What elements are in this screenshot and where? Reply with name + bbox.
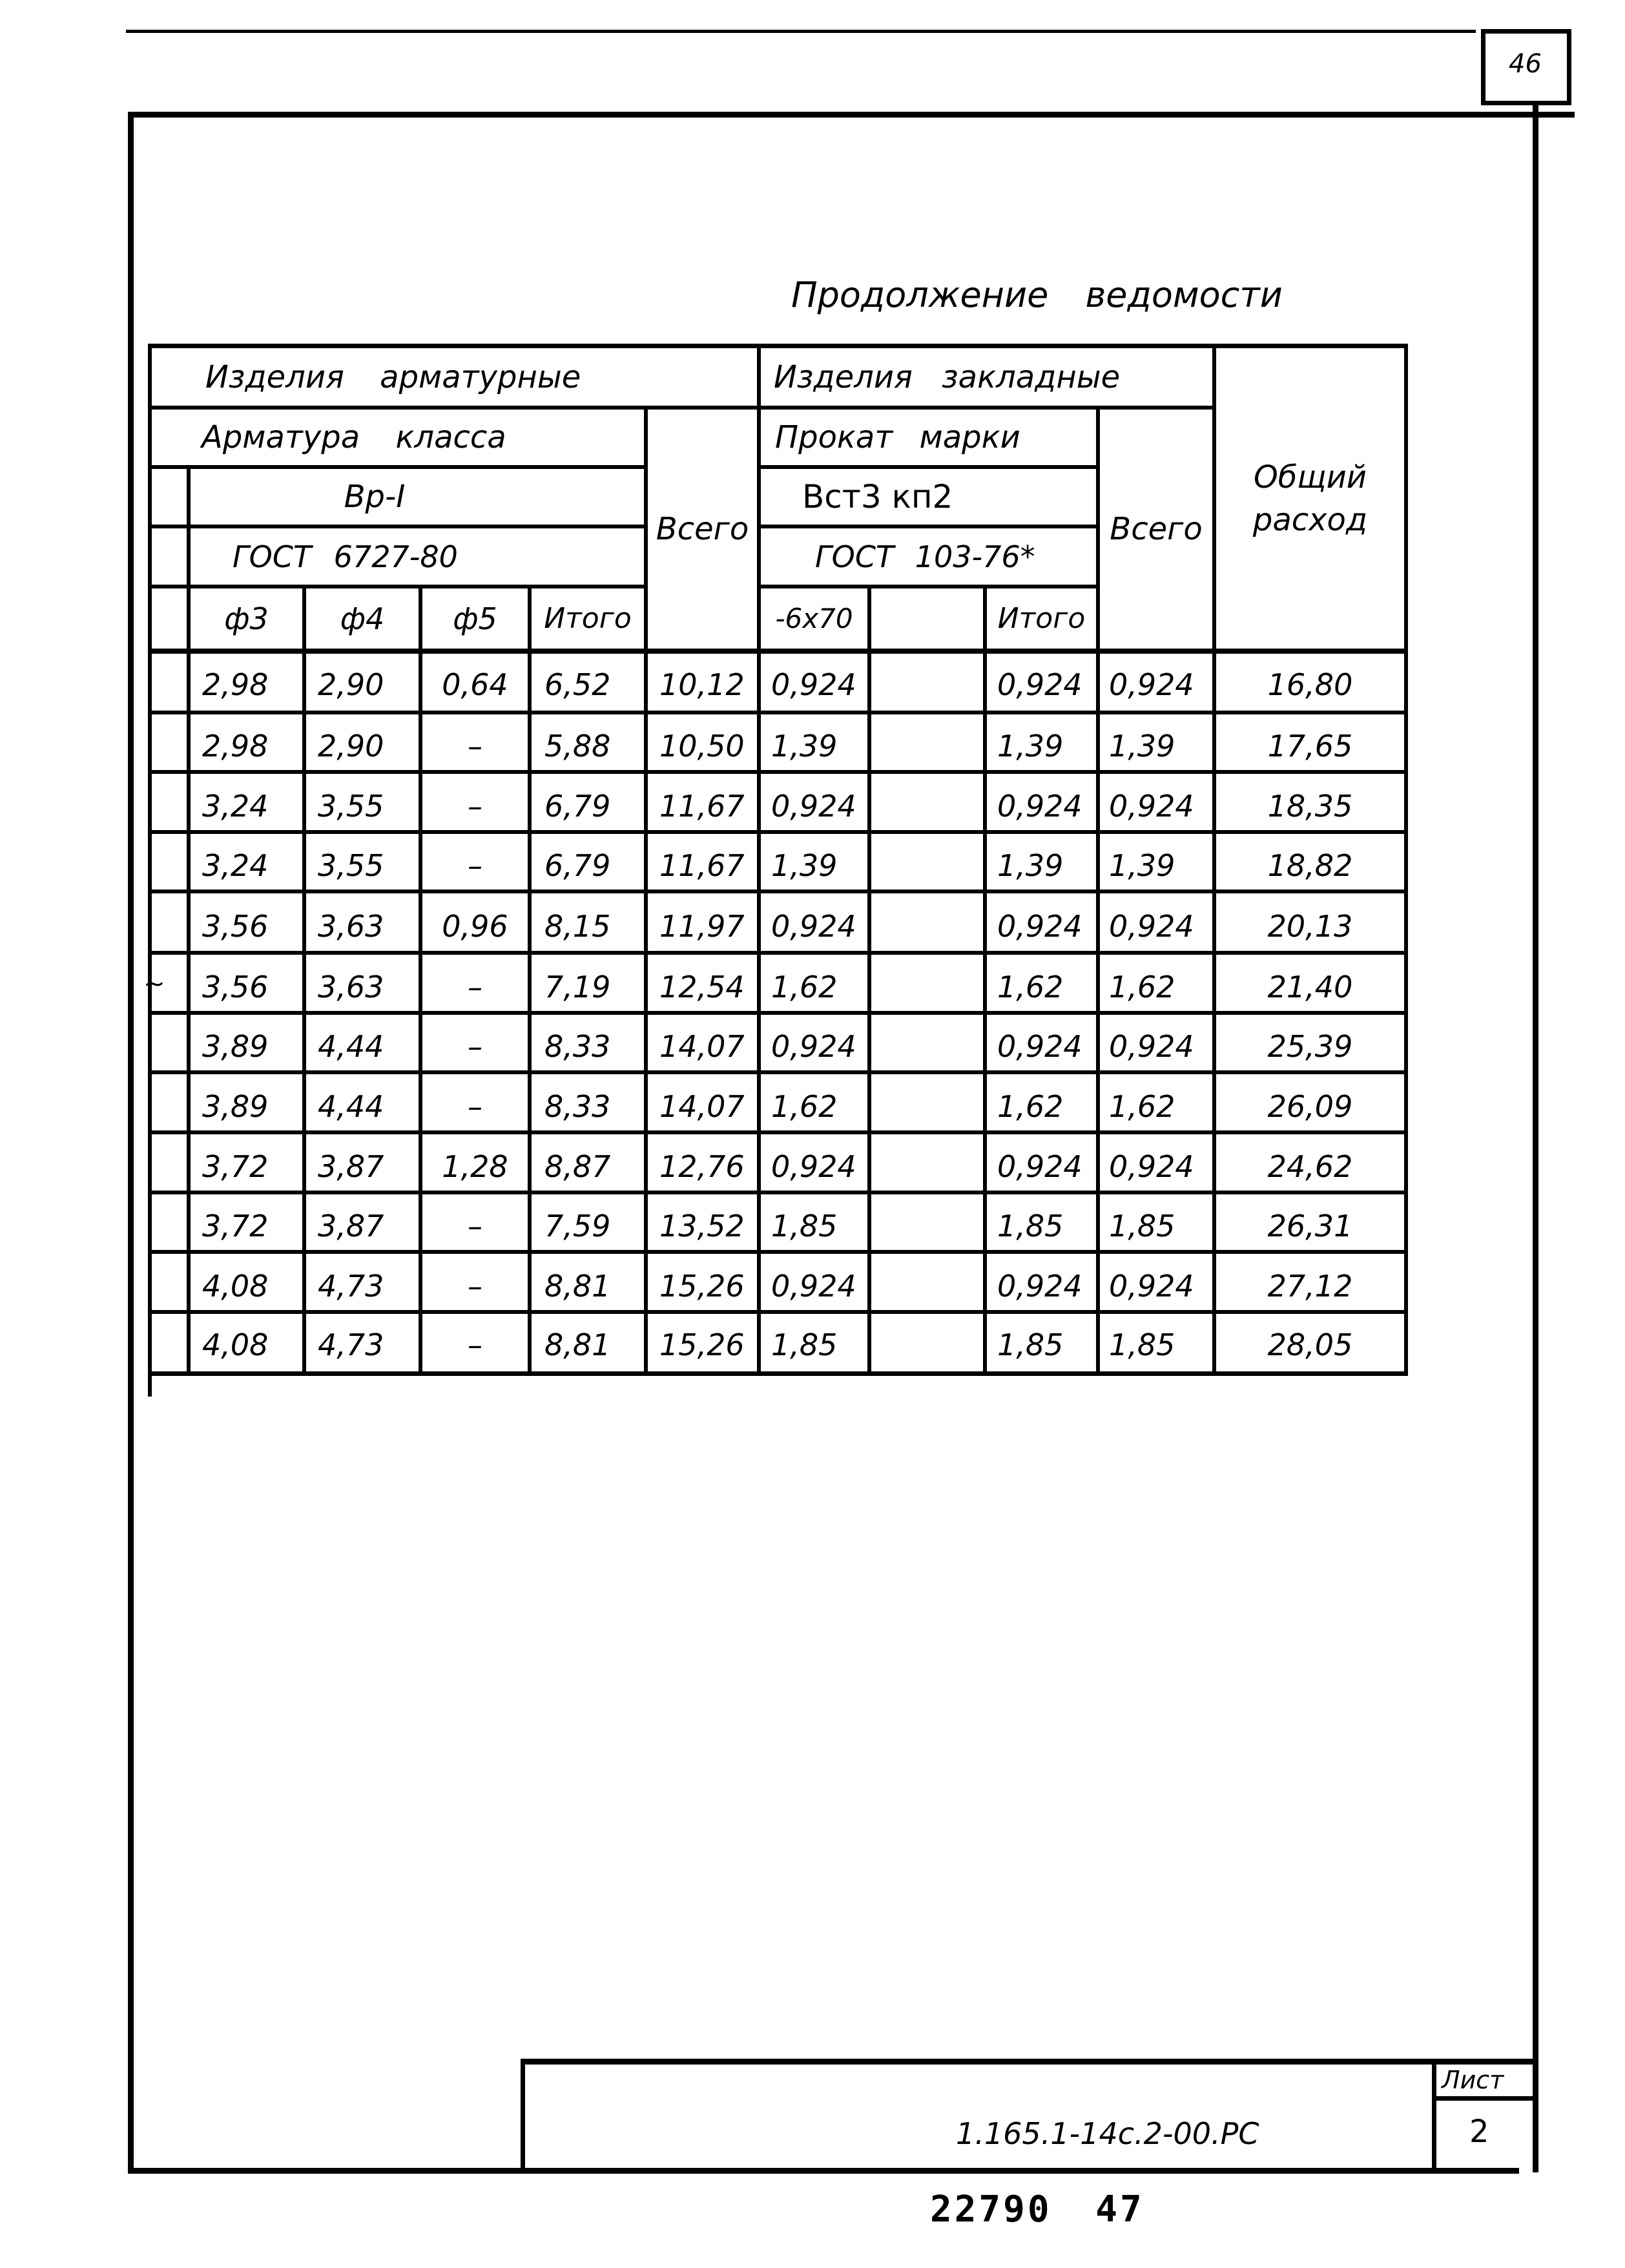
table-cell-vsego: 11,67: [659, 848, 745, 883]
title-block-sheet-divider: [1432, 2063, 1436, 2172]
table-cell-vsego2: 0,924: [1109, 1268, 1194, 1304]
table-cell-f3: 2,98: [202, 729, 269, 764]
table-cell-vsego: 10,12: [659, 667, 745, 702]
table-cell-itogo: 6,79: [544, 848, 611, 883]
table-cell-p6x70: 0,924: [771, 908, 856, 944]
table-cell-f4: 4,73: [318, 1327, 384, 1362]
table-cell-total: 27,12: [1267, 1268, 1353, 1304]
table-cell-f5: 0,64: [442, 667, 508, 702]
table-cell-f4: 3,55: [318, 788, 384, 824]
table-cell-f4: 3,63: [318, 908, 384, 944]
table-cell-vsego: 15,26: [659, 1327, 745, 1362]
header-armature-total: Всего: [656, 511, 749, 547]
frame-right: [1533, 105, 1538, 2172]
header-embedded-standard: ГОСТ 103-76*: [815, 539, 1035, 574]
table-cell-f4: 3,63: [318, 969, 384, 1004]
table-cell-vsego: 13,52: [659, 1209, 745, 1243]
col-header-f5: ф5: [453, 601, 497, 636]
header-overall-total-line1: Общий: [1254, 459, 1367, 495]
table-cell-p6x70: 0,924: [771, 788, 856, 824]
table-cell-vsego2: 0,924: [1109, 908, 1194, 944]
table-cell-f3: 4,08: [202, 1268, 269, 1304]
table-cell-p6x70: 1,62: [771, 969, 838, 1004]
table-cell-f3: 3,56: [202, 908, 269, 944]
top-rule: [126, 30, 1476, 33]
col-header-f3: ф3: [224, 601, 269, 636]
table-cell-p6x70: 0,924: [771, 1149, 856, 1184]
table-cell-vsego: 12,54: [659, 969, 745, 1004]
col-header-f4: ф4: [340, 601, 385, 636]
table-cell-f3: 3,89: [202, 1029, 269, 1064]
table-cell-total: 21,40: [1267, 969, 1353, 1004]
table-top-border: [150, 344, 1408, 348]
sheet-stamp-box: [1481, 29, 1571, 105]
table-cell-vsego: 11,67: [659, 788, 745, 824]
table-cell-itogo: 6,52: [544, 667, 611, 702]
table-cell-total: 16,80: [1267, 667, 1353, 702]
table-cell-p6x70: 1,39: [771, 848, 838, 883]
col-header-6x70: -6х70: [775, 603, 853, 634]
table-cell-itogo2: 0,924: [997, 667, 1082, 702]
col-header-blank: [871, 588, 983, 649]
col-header-itogo-armature: Итого: [544, 602, 632, 635]
sheet-stamp-text: 46: [1509, 49, 1542, 79]
table-cell-blank: [871, 655, 983, 714]
table-cell-blank: [871, 897, 983, 955]
table-cell-itogo2: 1,62: [997, 1088, 1064, 1124]
document-code: 1.165.1-14с.2-00.РС: [956, 2116, 1259, 2151]
table-cell-itogo2: 1,62: [997, 969, 1064, 1004]
table-cell-f3: 3,72: [202, 1209, 269, 1243]
table-cell-f4: 4,44: [318, 1088, 384, 1124]
table-cell-itogo: 8,33: [544, 1029, 611, 1064]
frame-top: [128, 112, 1575, 118]
table-cell-f5: –: [468, 1327, 482, 1362]
table-cell-f5: 0,96: [442, 908, 508, 944]
header-armature-class-label: Арматура класса: [202, 419, 506, 455]
table-cell-itogo2: 0,924: [997, 1149, 1082, 1184]
table-cell-total: 25,39: [1267, 1029, 1353, 1064]
table-cell-total: 26,09: [1267, 1088, 1353, 1124]
table-cell-blank: [871, 778, 983, 834]
title-block-left: [521, 2059, 525, 2172]
frame-bottom: [128, 2168, 1519, 2174]
table-cell-vsego2: 1,85: [1109, 1327, 1175, 1362]
table-cell-vsego2: 1,62: [1109, 1088, 1175, 1124]
table-cell-vsego: 14,07: [659, 1088, 745, 1124]
table-cell-f5: –: [468, 1209, 482, 1243]
table-cell-f4: 3,87: [318, 1149, 384, 1184]
table-cell-total: 18,82: [1267, 848, 1353, 883]
table-cell-vsego2: 1,39: [1109, 848, 1175, 883]
table-cell-itogo: 8,33: [544, 1088, 611, 1124]
table-cell-itogo2: 0,924: [997, 788, 1082, 824]
title-block-top: [522, 2059, 1536, 2065]
table-cell-f3: 3,56: [202, 969, 269, 1004]
table-cell-f5: –: [468, 848, 482, 883]
table-cell-f3: 3,24: [202, 788, 269, 824]
table-cell-f4: 3,55: [318, 848, 384, 883]
table-cell-f4: 2,90: [318, 729, 384, 764]
table-cell-itogo: 8,81: [544, 1327, 611, 1362]
table-cell-vsego2: 1,85: [1109, 1209, 1175, 1243]
margin-mark: ~: [143, 969, 165, 999]
table-cell-f3: 4,08: [202, 1327, 269, 1362]
table-cell-p6x70: 1,62: [771, 1088, 838, 1124]
table-cell-p6x70: 0,924: [771, 1029, 856, 1064]
table-left-border: [148, 344, 152, 1397]
table-cell-vsego2: 0,924: [1109, 1149, 1194, 1184]
table-cell-blank: [871, 1318, 983, 1371]
table-cell-f3: 3,89: [202, 1088, 269, 1124]
table-cell-vsego2: 0,924: [1109, 1029, 1194, 1064]
header-embedded-group: Изделия закладные: [774, 359, 1121, 395]
table-cell-total: 20,13: [1267, 908, 1353, 944]
table-cell-f3: 3,24: [202, 848, 269, 883]
table-cell-f3: 3,72: [202, 1149, 269, 1184]
table-cell-blank: [871, 1019, 983, 1074]
header-overall-total-line2: расход: [1252, 502, 1368, 538]
table-cell-vsego: 15,26: [659, 1268, 745, 1304]
table-cell-f5: –: [468, 1088, 482, 1124]
table-cell-vsego: 10,50: [659, 729, 745, 764]
table-cell-itogo: 7,19: [544, 969, 611, 1004]
table-cell-vsego: 14,07: [659, 1029, 745, 1064]
table-cell-itogo: 8,15: [544, 908, 611, 944]
table-cell-blank: [871, 1198, 983, 1254]
table-cell-f3: 2,98: [202, 667, 269, 702]
header-armature-group: Изделия арматурные: [205, 359, 581, 395]
table-cell-vsego: 12,76: [659, 1149, 745, 1184]
table-cell-itogo: 6,79: [544, 788, 611, 824]
table-cell-total: 24,62: [1267, 1149, 1353, 1184]
table-cell-f4: 4,73: [318, 1268, 384, 1304]
table-cell-f5: 1,28: [442, 1149, 508, 1184]
table-cell-vsego2: 1,62: [1109, 969, 1175, 1004]
table-cell-p6x70: 1,85: [771, 1327, 838, 1362]
frame-left: [128, 112, 134, 2174]
table-cell-p6x70: 0,924: [771, 1268, 856, 1304]
table-cell-itogo2: 0,924: [997, 1029, 1082, 1064]
table-cell-vsego2: 1,39: [1109, 729, 1175, 764]
table-cell-blank: [871, 718, 983, 774]
table-cell-itogo2: 1,39: [997, 729, 1064, 764]
footer-stamp: 22790 47: [930, 2189, 1144, 2231]
table-cell-p6x70: 1,85: [771, 1209, 838, 1243]
table-cell-itogo2: 1,39: [997, 848, 1064, 883]
header-armature-class: Вр-I: [344, 479, 406, 515]
table-cell-blank: [871, 959, 983, 1015]
table-cell-f4: 3,87: [318, 1209, 384, 1243]
table-cell-itogo2: 1,85: [997, 1209, 1064, 1243]
table-cell-itogo2: 0,924: [997, 1268, 1082, 1304]
table-cell-itogo: 8,81: [544, 1268, 611, 1304]
header-embedded-grade-label: Прокат марки: [775, 419, 1020, 455]
col-header-itogo-embedded: Итого: [997, 602, 1086, 635]
table-cell-p6x70: 1,39: [771, 729, 838, 764]
header-embedded-total: Всего: [1110, 511, 1203, 547]
table-cell-f5: –: [468, 1268, 482, 1304]
table-cell-itogo: 5,88: [544, 729, 611, 764]
header-embedded-grade: Вст3 кп2: [802, 478, 953, 515]
table-cell-f4: 2,90: [318, 667, 384, 702]
table-cell-total: 26,31: [1267, 1209, 1353, 1243]
table-cell-f4: 4,44: [318, 1029, 384, 1064]
sheet-label: Лист: [1442, 2066, 1504, 2094]
table-cell-total: 28,05: [1267, 1327, 1353, 1362]
table-cell-blank: [871, 838, 983, 893]
table-cell-vsego2: 0,924: [1109, 788, 1194, 824]
table-cell-f5: –: [468, 788, 482, 824]
header-overall-total: [1216, 349, 1404, 649]
table-cell-blank: [871, 1078, 983, 1134]
sheet-number: 2: [1469, 2114, 1489, 2150]
table-cell-itogo: 7,59: [544, 1209, 611, 1243]
table-cell-total: 17,65: [1267, 729, 1353, 764]
table-cell-itogo: 8,87: [544, 1149, 611, 1184]
page-title: Продолжение ведомости: [791, 275, 1283, 315]
table-cell-vsego2: 0,924: [1109, 667, 1194, 702]
table-cell-itogo2: 0,924: [997, 908, 1082, 944]
table-bottom-border: [150, 1371, 1408, 1376]
table-cell-itogo2: 1,85: [997, 1327, 1064, 1362]
header-bottom-border: [150, 649, 1408, 654]
table-cell-blank: [871, 1258, 983, 1314]
table-cell-total: 18,35: [1267, 788, 1353, 824]
table-cell-f5: –: [468, 729, 482, 764]
header-armature-standard: ГОСТ 6727-80: [233, 539, 458, 574]
table-cell-blank: [871, 1138, 983, 1194]
title-block-sheet-rule: [1434, 2096, 1536, 2101]
table-cell-vsego: 11,97: [659, 908, 745, 944]
table-right-border: [1404, 344, 1408, 1376]
table-cell-p6x70: 0,924: [771, 667, 856, 702]
table-cell-f5: –: [468, 1029, 482, 1064]
table-cell-f5: –: [468, 969, 482, 1004]
